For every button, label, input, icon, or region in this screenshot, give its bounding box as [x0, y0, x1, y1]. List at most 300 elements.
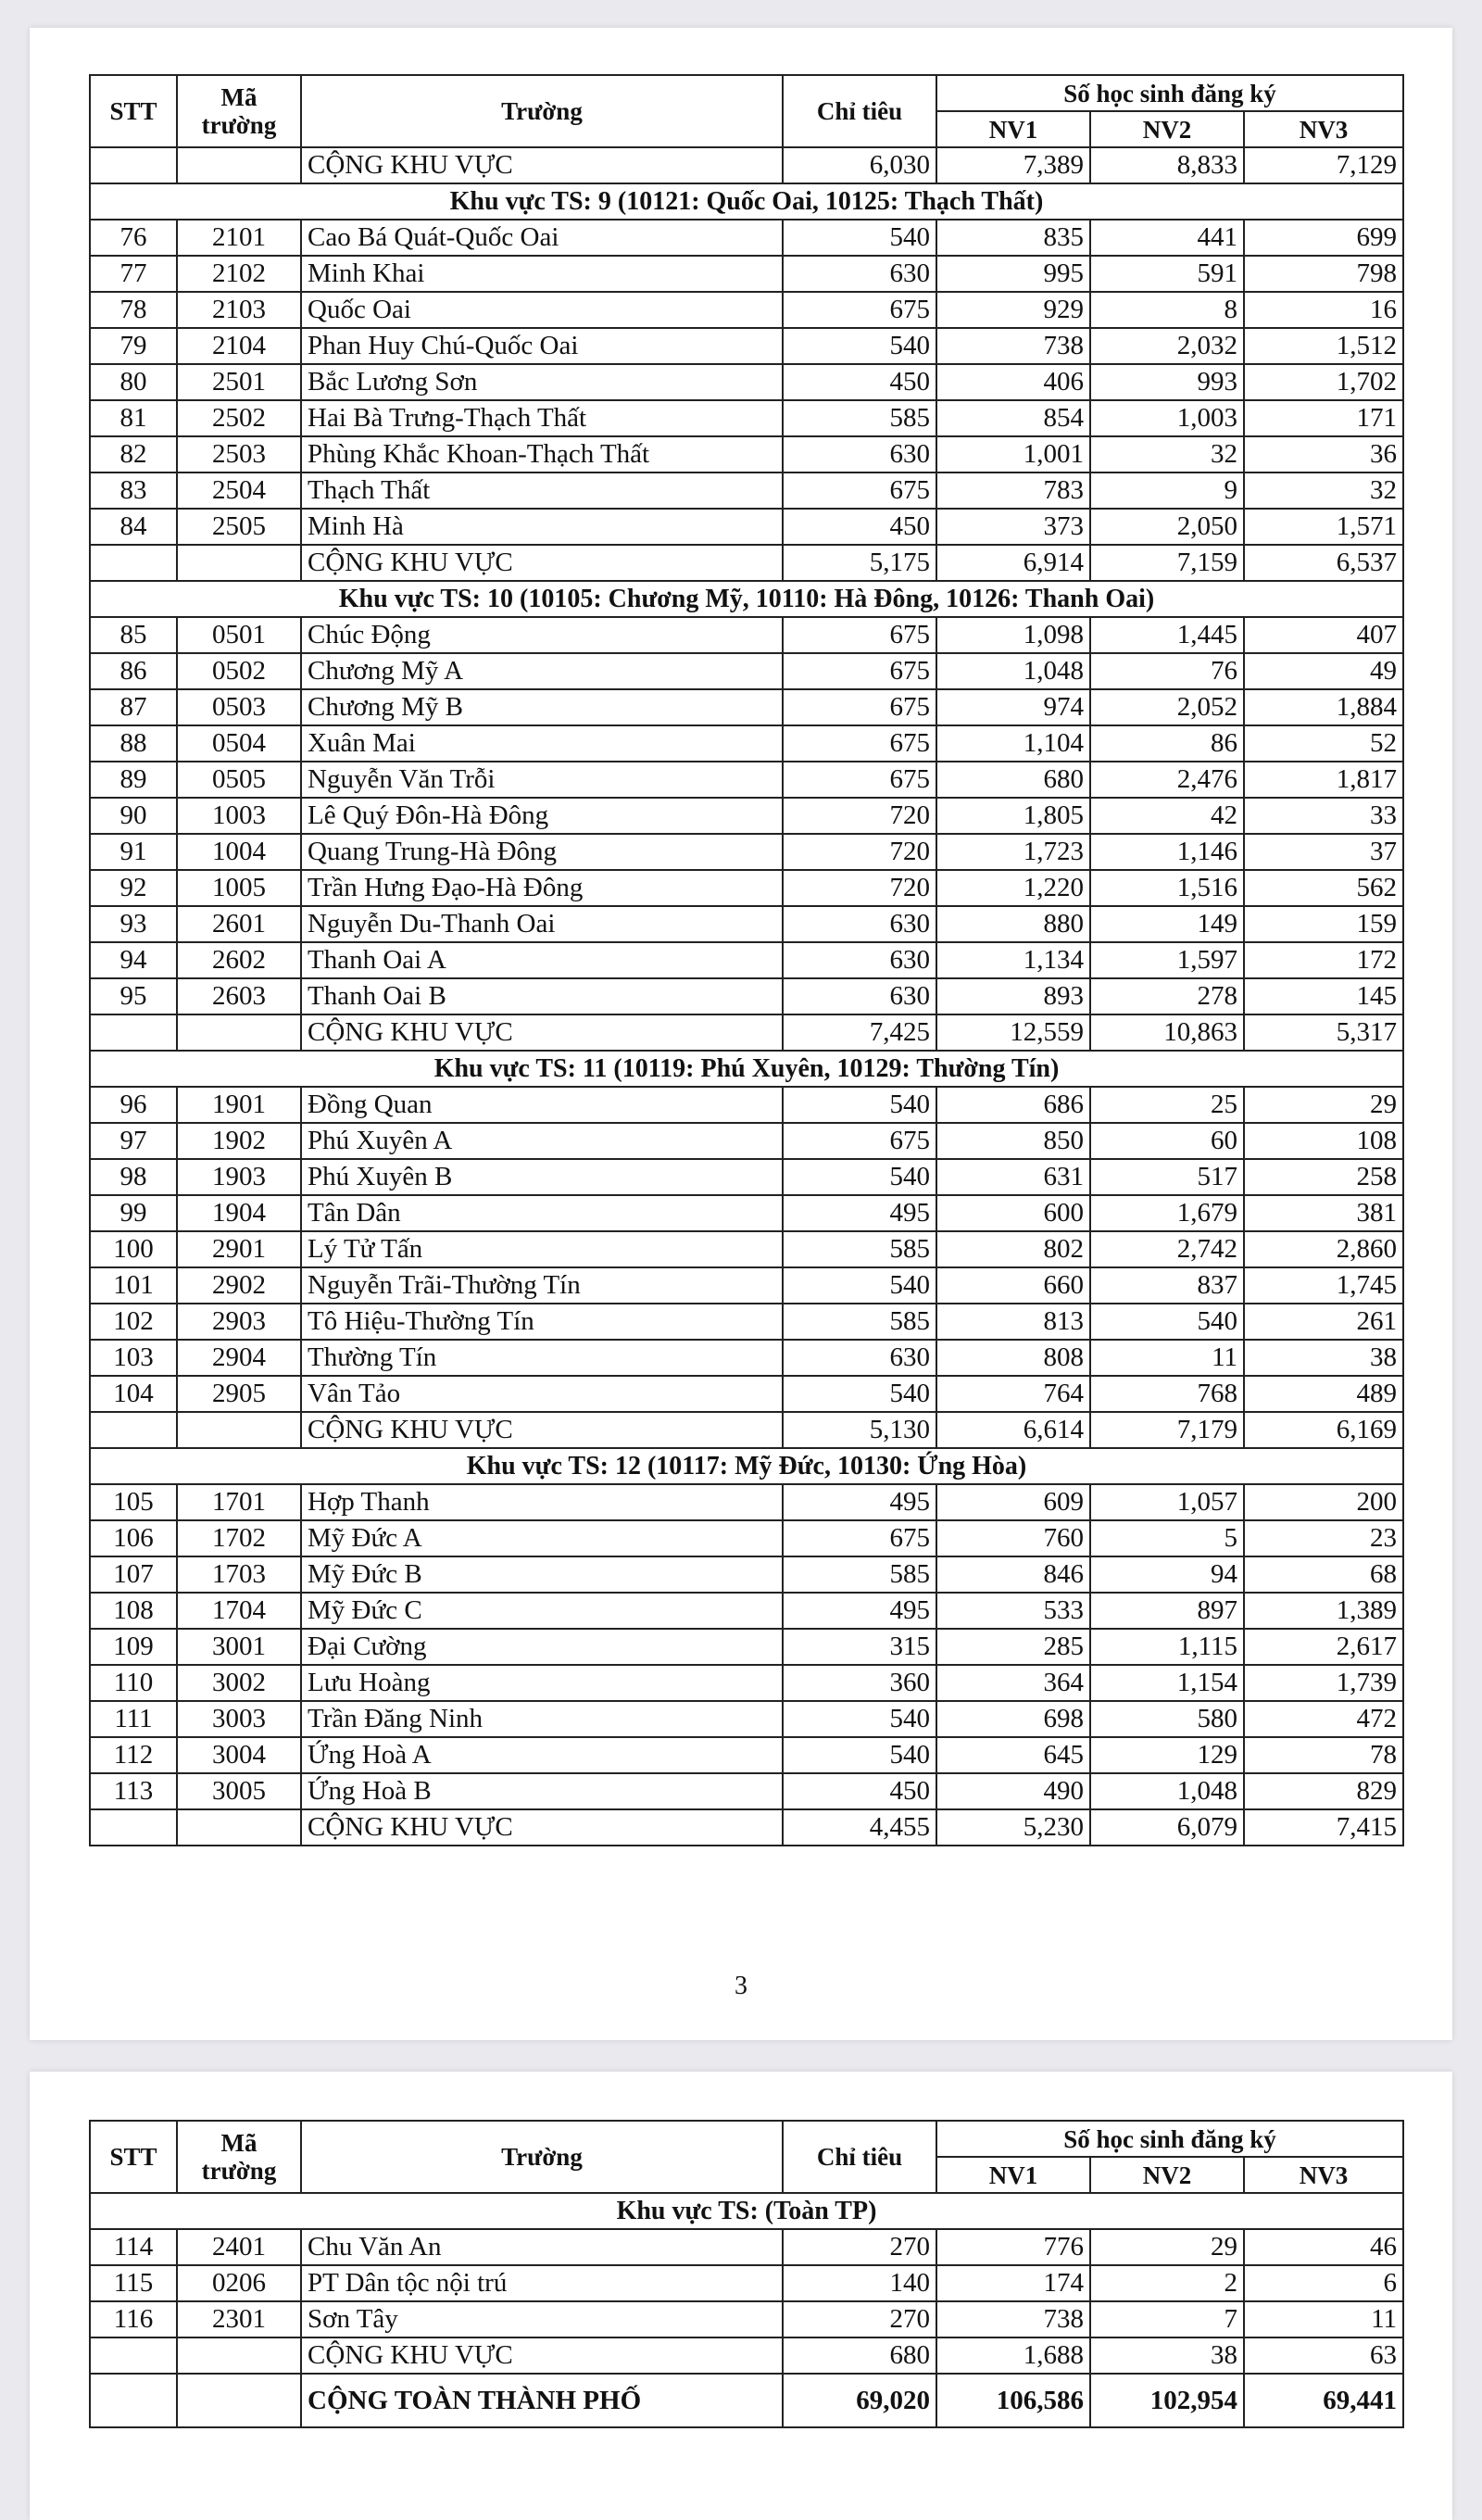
nv1-cell: 106,586: [936, 2374, 1090, 2427]
school-code-cell: 2102: [177, 256, 301, 292]
nv2-cell: 591: [1090, 256, 1244, 292]
nv3-cell: 33: [1244, 798, 1403, 834]
quota-cell: 540: [783, 1376, 936, 1412]
nv3-cell: 29: [1244, 1087, 1403, 1123]
nv2-cell: 517: [1090, 1159, 1244, 1195]
school-row: [90, 870, 1403, 906]
nv1-cell: 1,805: [936, 798, 1090, 834]
quota-cell: 495: [783, 1484, 936, 1520]
school-code-cell: 2905: [177, 1376, 301, 1412]
stt-cell: 96: [90, 1087, 177, 1123]
quota-cell: 630: [783, 978, 936, 1014]
header-quota: Chỉ tiêu: [783, 75, 936, 147]
nv2-cell: 7,159: [1090, 545, 1244, 581]
table-body: [90, 2193, 1403, 2427]
nv2-cell: 1,115: [1090, 1629, 1244, 1665]
nv2-cell: 1,679: [1090, 1195, 1244, 1231]
school-code-cell: 2602: [177, 942, 301, 978]
nv2-cell: 278: [1090, 978, 1244, 1014]
nv2-cell: 76: [1090, 653, 1244, 689]
stt-cell: 86: [90, 653, 177, 689]
table-header: [90, 75, 1403, 147]
nv2-cell: 149: [1090, 906, 1244, 942]
nv3-cell: 1,817: [1244, 762, 1403, 798]
school-name-cell: CỘNG KHU VỰC: [301, 2337, 783, 2374]
document-page-3: [30, 28, 1452, 2040]
quota-cell: 680: [783, 2337, 936, 2374]
school-row: [90, 2301, 1403, 2337]
quota-cell: 6,030: [783, 147, 936, 183]
quota-cell: 540: [783, 1701, 936, 1737]
school-row: [90, 1484, 1403, 1520]
school-row: [90, 1304, 1403, 1340]
nv1-cell: 776: [936, 2229, 1090, 2265]
nv2-cell: 2: [1090, 2265, 1244, 2301]
nv1-cell: 5,230: [936, 1809, 1090, 1846]
nv2-cell: 837: [1090, 1267, 1244, 1304]
stt-cell: 114: [90, 2229, 177, 2265]
school-name-cell: Lưu Hoàng: [301, 1665, 783, 1701]
school-name-cell: Mỹ Đức A: [301, 1520, 783, 1556]
nv3-cell: 1,745: [1244, 1267, 1403, 1304]
school-name-cell: Minh Hà: [301, 509, 783, 545]
quota-cell: 585: [783, 400, 936, 436]
nv1-cell: 1,098: [936, 617, 1090, 653]
school-name-cell: CỘNG KHU VỰC: [301, 1809, 783, 1846]
quota-cell: 315: [783, 1629, 936, 1665]
school-code-cell: 0504: [177, 725, 301, 762]
school-row: [90, 1593, 1403, 1629]
stt-cell: [90, 2337, 177, 2374]
school-row: [90, 942, 1403, 978]
school-code-cell: [177, 2374, 301, 2427]
stt-cell: 76: [90, 220, 177, 256]
table-header: [90, 2121, 1403, 2193]
school-code-cell: 3005: [177, 1773, 301, 1809]
nv1-cell: 995: [936, 256, 1090, 292]
quota-cell: 450: [783, 1773, 936, 1809]
nv1-cell: 764: [936, 1376, 1090, 1412]
school-code-cell: 1004: [177, 834, 301, 870]
stt-cell: 84: [90, 509, 177, 545]
school-name-cell: Thạch Thất: [301, 472, 783, 509]
stt-cell: 80: [90, 364, 177, 400]
school-name-cell: Thường Tín: [301, 1340, 783, 1376]
nv3-cell: 2,617: [1244, 1629, 1403, 1665]
region-label: Khu vực TS: 11 (10119: Phú Xuyên, 10129: Thường Tín): [90, 1051, 1403, 1087]
school-name-cell: Thanh Oai B: [301, 978, 783, 1014]
school-code-cell: 3002: [177, 1665, 301, 1701]
nv2-cell: 29: [1090, 2229, 1244, 2265]
quota-cell: 540: [783, 220, 936, 256]
document-page-4: [30, 2072, 1452, 2520]
nv3-cell: 699: [1244, 220, 1403, 256]
nv1-cell: 12,559: [936, 1014, 1090, 1051]
school-name-cell: Minh Khai: [301, 256, 783, 292]
school-name-cell: Chương Mỹ B: [301, 689, 783, 725]
nv1-cell: 406: [936, 364, 1090, 400]
stt-cell: 94: [90, 942, 177, 978]
nv1-cell: 738: [936, 328, 1090, 364]
school-code-cell: [177, 1014, 301, 1051]
school-code-cell: 3004: [177, 1737, 301, 1773]
school-code-cell: 1903: [177, 1159, 301, 1195]
school-name-cell: Thanh Oai A: [301, 942, 783, 978]
school-code-cell: 1703: [177, 1556, 301, 1593]
school-name-cell: Trần Hưng Đạo-Hà Đông: [301, 870, 783, 906]
nv1-cell: 854: [936, 400, 1090, 436]
school-name-cell: Phú Xuyên B: [301, 1159, 783, 1195]
nv1-cell: 783: [936, 472, 1090, 509]
nv2-cell: 8: [1090, 292, 1244, 328]
nv2-cell: 580: [1090, 1701, 1244, 1737]
school-row: [90, 834, 1403, 870]
nv2-cell: 1,154: [1090, 1665, 1244, 1701]
stt-cell: 111: [90, 1701, 177, 1737]
quota-cell: 7,425: [783, 1014, 936, 1051]
school-code-cell: 2601: [177, 906, 301, 942]
nv1-cell: 660: [936, 1267, 1090, 1304]
quota-cell: 675: [783, 1520, 936, 1556]
nv1-cell: 1,104: [936, 725, 1090, 762]
school-name-cell: Phú Xuyên A: [301, 1123, 783, 1159]
school-code-cell: 2603: [177, 978, 301, 1014]
stt-cell: 115: [90, 2265, 177, 2301]
nv1-cell: 974: [936, 689, 1090, 725]
school-code-cell: 2504: [177, 472, 301, 509]
nv2-cell: 1,597: [1090, 942, 1244, 978]
nv3-cell: 1,512: [1244, 328, 1403, 364]
school-code-cell: [177, 2337, 301, 2374]
school-name-cell: Mỹ Đức C: [301, 1593, 783, 1629]
school-row: [90, 292, 1403, 328]
school-code-cell: 1901: [177, 1087, 301, 1123]
quota-cell: 585: [783, 1556, 936, 1593]
school-row: [90, 978, 1403, 1014]
nv1-cell: 174: [936, 2265, 1090, 2301]
nv3-cell: 798: [1244, 256, 1403, 292]
nv3-cell: 1,739: [1244, 1665, 1403, 1701]
school-code-cell: 1003: [177, 798, 301, 834]
region-header-row: [90, 1051, 1403, 1087]
nv2-cell: 38: [1090, 2337, 1244, 2374]
school-row: [90, 2265, 1403, 2301]
quota-cell: 675: [783, 292, 936, 328]
header-stt: STT: [90, 2121, 177, 2193]
quota-cell: 540: [783, 1267, 936, 1304]
school-row: [90, 1701, 1403, 1737]
school-name-cell: Hai Bà Trưng-Thạch Thất: [301, 400, 783, 436]
nv2-cell: 7: [1090, 2301, 1244, 2337]
stt-cell: 92: [90, 870, 177, 906]
stt-cell: 108: [90, 1593, 177, 1629]
stt-cell: 91: [90, 834, 177, 870]
nv2-cell: 42: [1090, 798, 1244, 834]
quota-cell: 630: [783, 942, 936, 978]
nv1-cell: 929: [936, 292, 1090, 328]
school-row: [90, 472, 1403, 509]
school-row: [90, 256, 1403, 292]
nv3-cell: 1,389: [1244, 1593, 1403, 1629]
quota-cell: 675: [783, 472, 936, 509]
school-name-cell: Tân Dân: [301, 1195, 783, 1231]
school-code-cell: 1702: [177, 1520, 301, 1556]
school-name-cell: CỘNG TOÀN THÀNH PHỐ: [301, 2374, 783, 2427]
stt-cell: 106: [90, 1520, 177, 1556]
school-row: [90, 1123, 1403, 1159]
school-name-cell: Đại Cường: [301, 1629, 783, 1665]
nv2-cell: 2,032: [1090, 328, 1244, 364]
quota-cell: 495: [783, 1195, 936, 1231]
school-name-cell: Nguyễn Du-Thanh Oai: [301, 906, 783, 942]
region-label: Khu vực TS: 10 (10105: Chương Mỹ, 10110: Hà Đông, 10126: Thanh Oai): [90, 581, 1403, 617]
nv1-cell: 808: [936, 1340, 1090, 1376]
header-nv3: NV3: [1244, 2157, 1403, 2193]
nv2-cell: 10,863: [1090, 1014, 1244, 1051]
city-total-row: [90, 2374, 1403, 2427]
nv3-cell: 38: [1244, 1340, 1403, 1376]
stt-cell: 107: [90, 1556, 177, 1593]
area-total-row: [90, 147, 1403, 183]
nv3-cell: 1,571: [1244, 509, 1403, 545]
nv2-cell: 7,179: [1090, 1412, 1244, 1448]
school-code-cell: 2505: [177, 509, 301, 545]
nv3-cell: 36: [1244, 436, 1403, 472]
header-stt: STT: [90, 75, 177, 147]
quota-cell: 585: [783, 1231, 936, 1267]
nv1-cell: 738: [936, 2301, 1090, 2337]
header-nv3: NV3: [1244, 111, 1403, 147]
nv1-cell: 802: [936, 1231, 1090, 1267]
school-row: [90, 1231, 1403, 1267]
quota-cell: 630: [783, 906, 936, 942]
region-label: Khu vực TS: (Toàn TP): [90, 2193, 1403, 2229]
school-row: [90, 1087, 1403, 1123]
nv2-cell: 25: [1090, 1087, 1244, 1123]
nv1-cell: 686: [936, 1087, 1090, 1123]
nv2-cell: 2,050: [1090, 509, 1244, 545]
nv2-cell: 2,742: [1090, 1231, 1244, 1267]
nv1-cell: 533: [936, 1593, 1090, 1629]
school-row: [90, 617, 1403, 653]
school-name-cell: Chương Mỹ A: [301, 653, 783, 689]
school-code-cell: 0505: [177, 762, 301, 798]
nv2-cell: 1,146: [1090, 834, 1244, 870]
stt-cell: 90: [90, 798, 177, 834]
nv2-cell: 32: [1090, 436, 1244, 472]
school-code-cell: 2301: [177, 2301, 301, 2337]
school-row: [90, 906, 1403, 942]
school-name-cell: Bắc Lương Sơn: [301, 364, 783, 400]
nv3-cell: 6,537: [1244, 545, 1403, 581]
school-code-cell: 2502: [177, 400, 301, 436]
nv3-cell: 6: [1244, 2265, 1403, 2301]
school-row: [90, 2229, 1403, 2265]
school-name-cell: Lê Quý Đôn-Hà Đông: [301, 798, 783, 834]
quota-cell: 450: [783, 509, 936, 545]
registration-table: [89, 74, 1404, 1846]
nv3-cell: 381: [1244, 1195, 1403, 1231]
nv2-cell: 1,516: [1090, 870, 1244, 906]
nv2-cell: 2,052: [1090, 689, 1244, 725]
school-name-cell: Đồng Quan: [301, 1087, 783, 1123]
region-header-row: [90, 1448, 1403, 1484]
nv2-cell: 86: [1090, 725, 1244, 762]
nv2-cell: 1,445: [1090, 617, 1244, 653]
school-name-cell: Phùng Khắc Khoan-Thạch Thất: [301, 436, 783, 472]
school-code-cell: 1701: [177, 1484, 301, 1520]
stt-cell: [90, 1809, 177, 1846]
nv3-cell: 49: [1244, 653, 1403, 689]
quota-cell: 675: [783, 689, 936, 725]
school-code-cell: 2503: [177, 436, 301, 472]
quota-cell: 720: [783, 798, 936, 834]
nv3-cell: 69,441: [1244, 2374, 1403, 2427]
nv1-cell: 760: [936, 1520, 1090, 1556]
nv1-cell: 364: [936, 1665, 1090, 1701]
school-row: [90, 1773, 1403, 1809]
quota-cell: 630: [783, 436, 936, 472]
stt-cell: 104: [90, 1376, 177, 1412]
nv1-cell: 680: [936, 762, 1090, 798]
stt-cell: 93: [90, 906, 177, 942]
nv1-cell: 1,220: [936, 870, 1090, 906]
area-total-row: [90, 1014, 1403, 1051]
stt-cell: 95: [90, 978, 177, 1014]
school-code-cell: 3003: [177, 1701, 301, 1737]
school-code-cell: 1005: [177, 870, 301, 906]
school-row: [90, 1665, 1403, 1701]
stt-cell: 105: [90, 1484, 177, 1520]
nv1-cell: 609: [936, 1484, 1090, 1520]
school-code-cell: [177, 545, 301, 581]
nv3-cell: 68: [1244, 1556, 1403, 1593]
school-code-cell: 0502: [177, 653, 301, 689]
school-row: [90, 762, 1403, 798]
stt-cell: 101: [90, 1267, 177, 1304]
school-name-cell: Xuân Mai: [301, 725, 783, 762]
quota-cell: 495: [783, 1593, 936, 1629]
nv1-cell: 850: [936, 1123, 1090, 1159]
nv2-cell: 8,833: [1090, 147, 1244, 183]
nv3-cell: 23: [1244, 1520, 1403, 1556]
nv3-cell: 159: [1244, 906, 1403, 942]
nv3-cell: 562: [1244, 870, 1403, 906]
stt-cell: 78: [90, 292, 177, 328]
school-row: [90, 509, 1403, 545]
quota-cell: 4,455: [783, 1809, 936, 1846]
nv3-cell: 407: [1244, 617, 1403, 653]
region-header-row: [90, 581, 1403, 617]
nv1-cell: 1,048: [936, 653, 1090, 689]
nv1-cell: 373: [936, 509, 1090, 545]
nv1-cell: 1,723: [936, 834, 1090, 870]
school-name-cell: Chúc Động: [301, 617, 783, 653]
school-row: [90, 1556, 1403, 1593]
quota-cell: 720: [783, 834, 936, 870]
school-name-cell: Mỹ Đức B: [301, 1556, 783, 1593]
school-row: [90, 220, 1403, 256]
nv1-cell: 1,134: [936, 942, 1090, 978]
nv1-cell: 846: [936, 1556, 1090, 1593]
school-row: [90, 653, 1403, 689]
stt-cell: 82: [90, 436, 177, 472]
school-name-cell: PT Dân tộc nội trú: [301, 2265, 783, 2301]
quota-cell: 540: [783, 1737, 936, 1773]
page-number: 3: [735, 1972, 747, 2000]
quota-cell: 675: [783, 653, 936, 689]
nv1-cell: 1,688: [936, 2337, 1090, 2374]
school-name-cell: Nguyễn Trãi-Thường Tín: [301, 1267, 783, 1304]
nv3-cell: 52: [1244, 725, 1403, 762]
region-label: Khu vực TS: 9 (10121: Quốc Oai, 10125: Thạch Thất): [90, 183, 1403, 220]
nv1-cell: 631: [936, 1159, 1090, 1195]
quota-cell: 675: [783, 1123, 936, 1159]
nv1-cell: 7,389: [936, 147, 1090, 183]
school-row: [90, 725, 1403, 762]
stt-cell: 103: [90, 1340, 177, 1376]
nv1-cell: 835: [936, 220, 1090, 256]
school-name-cell: Trần Đăng Ninh: [301, 1701, 783, 1737]
nv1-cell: 490: [936, 1773, 1090, 1809]
school-row: [90, 1267, 1403, 1304]
quota-cell: 450: [783, 364, 936, 400]
school-code-cell: 2104: [177, 328, 301, 364]
school-row: [90, 1737, 1403, 1773]
nv3-cell: 1,702: [1244, 364, 1403, 400]
school-row: [90, 1376, 1403, 1412]
nv2-cell: 5: [1090, 1520, 1244, 1556]
nv3-cell: 1,884: [1244, 689, 1403, 725]
school-row: [90, 1340, 1403, 1376]
stt-cell: 116: [90, 2301, 177, 2337]
nv2-cell: 129: [1090, 1737, 1244, 1773]
school-row: [90, 1159, 1403, 1195]
school-name-cell: Vân Tảo: [301, 1376, 783, 1412]
stt-cell: 99: [90, 1195, 177, 1231]
school-row: [90, 1520, 1403, 1556]
nv2-cell: 897: [1090, 1593, 1244, 1629]
nv1-cell: 6,614: [936, 1412, 1090, 1448]
school-code-cell: 2401: [177, 2229, 301, 2265]
nv3-cell: 78: [1244, 1737, 1403, 1773]
quota-cell: 5,130: [783, 1412, 936, 1448]
registration-table: [89, 2120, 1404, 2428]
school-name-cell: Hợp Thanh: [301, 1484, 783, 1520]
stt-cell: 89: [90, 762, 177, 798]
school-code-cell: [177, 1809, 301, 1846]
quota-cell: 675: [783, 762, 936, 798]
stt-cell: 98: [90, 1159, 177, 1195]
quota-cell: 360: [783, 1665, 936, 1701]
header-quota: Chỉ tiêu: [783, 2121, 936, 2193]
nv1-cell: 893: [936, 978, 1090, 1014]
stt-cell: 83: [90, 472, 177, 509]
stt-cell: [90, 2374, 177, 2427]
school-name-cell: Chu Văn An: [301, 2229, 783, 2265]
quota-cell: 630: [783, 1340, 936, 1376]
school-name-cell: Cao Bá Quát-Quốc Oai: [301, 220, 783, 256]
stt-cell: 81: [90, 400, 177, 436]
header-school: Trường: [301, 75, 783, 147]
school-name-cell: Phan Huy Chú-Quốc Oai: [301, 328, 783, 364]
header-school-code: Mã trường: [177, 75, 301, 147]
school-code-cell: [177, 1412, 301, 1448]
header-nv2: NV2: [1090, 111, 1244, 147]
stt-cell: [90, 1412, 177, 1448]
stt-cell: 79: [90, 328, 177, 364]
region-header-row: [90, 183, 1403, 220]
